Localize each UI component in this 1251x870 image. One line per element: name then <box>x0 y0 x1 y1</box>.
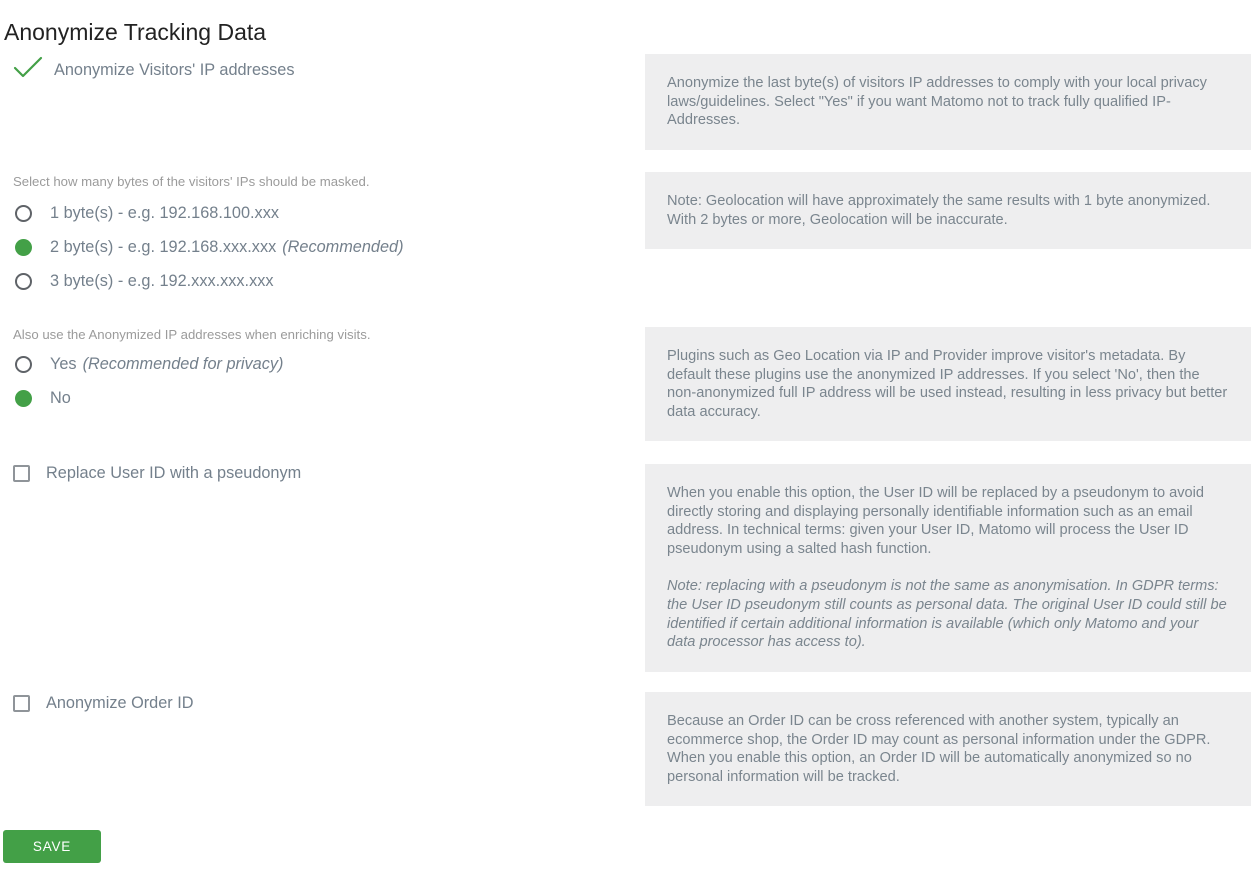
pseudonymize-user-id-help-p1: When you enable this option, the User ID will be replaced by a pseudonym to avoid directly storing and displaying personally identifiable information such as an email address. In technical terms: given your User ID, Matomo will process the User ID pseudonym using a salted hash function. <box>667 485 1205 557</box>
radio-option-label[interactable] <box>50 272 280 290</box>
radio-option-label[interactable] <box>50 389 77 407</box>
radio-icon[interactable] <box>15 273 32 290</box>
anonymize-order-id-help <box>645 692 1251 806</box>
radio-option-suffix: (Recommended for privacy) <box>82 355 284 373</box>
pseudonymize-user-id-help-p2: Note: replacing with a pseudonym is not the same as anonymisation. In GDPR terms: the User ID pseudonym still counts as personal data. The original User ID could still be identified if certain additional information is available (which only Matomo and your data processor has access to). <box>667 578 1227 651</box>
setting-anonymize-ip[interactable] <box>13 55 295 84</box>
save-button[interactable]: SAVE <box>3 830 101 863</box>
radio-option-text: Yes <box>50 355 77 373</box>
page-title: Anonymize Tracking Data <box>4 19 267 46</box>
pseudonymize-user-id-label[interactable]: Replace User ID with a pseudonym <box>46 464 302 482</box>
mask-bytes-help-text: Note: Geolocation will have approximately the same results with 1 byte anonymized. With 2 bytes or more, Geolocation will be inaccurate. <box>667 193 1211 228</box>
anonymize-order-id-help-text: Because an Order ID can be cross referenced with another system, typically an ecommerce shop, the Order ID may count as personal information under the GDPR. When you enable this option, an Order ID will be automatically anonymized so no personal information will be tracked. <box>667 713 1211 785</box>
radio-option-text: No <box>50 389 71 407</box>
radio-option-text: 1 byte(s) - e.g. 192.168.100.xxx <box>50 204 279 222</box>
radio-option-3-bytes[interactable] <box>15 272 280 290</box>
check-icon <box>13 55 43 84</box>
mask-bytes-field-label: Select how many bytes of the visitors' IPs should be masked. <box>13 174 370 189</box>
radio-icon[interactable] <box>15 356 32 373</box>
setting-anonymize-order-id[interactable] <box>13 694 194 712</box>
radio-option-label[interactable] <box>50 238 404 256</box>
mask-bytes-help <box>645 172 1251 249</box>
radio-option-yes[interactable] <box>15 355 283 373</box>
checkbox-icon[interactable] <box>13 695 30 712</box>
radio-selected-icon[interactable] <box>15 390 32 407</box>
anonymize-ip-help <box>645 54 1251 150</box>
use-anonymized-ip-help <box>645 327 1251 441</box>
pseudonymize-user-id-help <box>645 464 1251 672</box>
setting-pseudonymize-user-id[interactable] <box>13 464 301 482</box>
anonymize-ip-label[interactable]: Anonymize Visitors' IP addresses <box>54 60 295 79</box>
use-anonymized-ip-help-text: Plugins such as Geo Location via IP and Provider improve visitor's metadata. By default these plugins use the anonymized IP addresses. If you select 'No', then the non-anonymized full IP address will be used instead, resulting in less privacy but better data accuracy. <box>667 348 1228 420</box>
radio-option-1-byte[interactable] <box>15 204 285 222</box>
anonymize-ip-help-text: Anonymize the last byte(s) of visitors IP addresses to comply with your local privacy laws/guidelines. Select "Yes" if you want Matomo not to track fully qualified IP-Addresses. <box>667 75 1207 129</box>
radio-option-text: 2 byte(s) - e.g. 192.168.xxx.xxx <box>50 238 277 256</box>
radio-icon[interactable] <box>15 205 32 222</box>
radio-option-suffix: (Recommended) <box>282 238 404 256</box>
radio-option-label[interactable] <box>50 355 283 373</box>
use-anonymized-ip-field-label: Also use the Anonymized IP addresses when enriching visits. <box>13 327 371 342</box>
radio-option-no[interactable] <box>15 389 77 407</box>
radio-selected-icon[interactable] <box>15 239 32 256</box>
checkbox-icon[interactable] <box>13 465 30 482</box>
radio-option-label[interactable] <box>50 204 285 222</box>
radio-option-2-bytes[interactable] <box>15 238 404 256</box>
radio-option-text: 3 byte(s) - e.g. 192.xxx.xxx.xxx <box>50 272 274 290</box>
anonymize-order-id-label[interactable]: Anonymize Order ID <box>46 694 194 712</box>
